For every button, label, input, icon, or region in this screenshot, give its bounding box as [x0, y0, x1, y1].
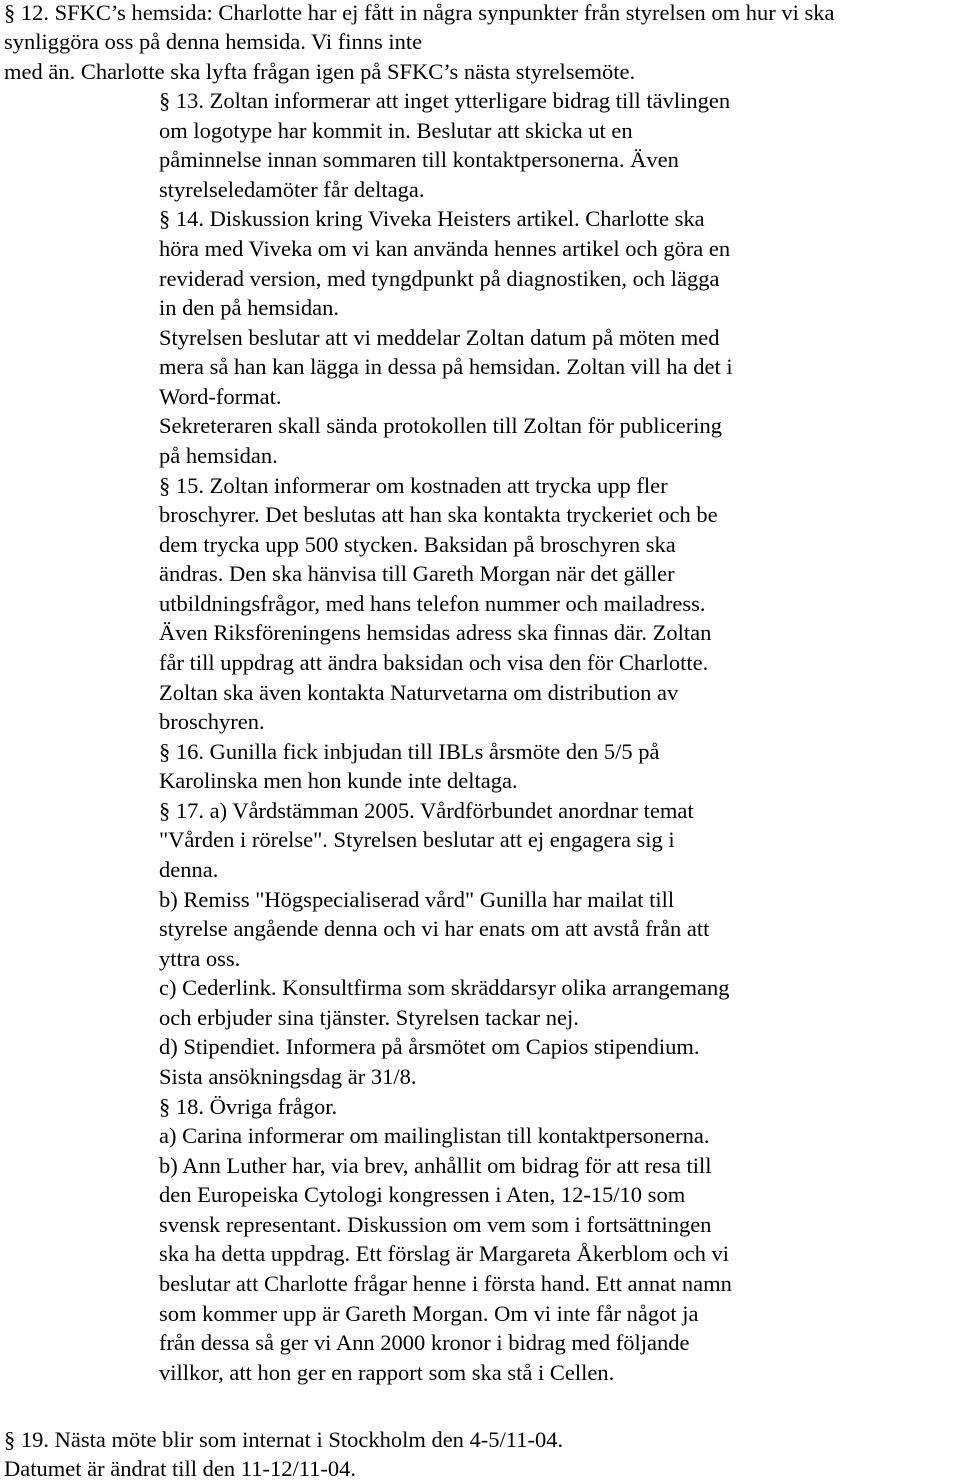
text-line: Karolinska men hon kunde inte deltaga. [159, 768, 518, 793]
text-line: § 16. Gunilla fick inbjudan till IBLs årsmöte den 5/5 på [159, 739, 660, 764]
text-line: från dessa så ger vi Ann 2000 kronor i bidrag med följande [159, 1330, 690, 1355]
text-line: ändras. Den ska hänvisa till Gareth Morgan när det gäller [159, 561, 675, 586]
text-line: beslutar att Charlotte frågar henne i första hand. Ett annat namn [159, 1271, 732, 1296]
text-line: Zoltan ska även kontakta Naturvetarna om distribution av [159, 680, 679, 705]
text-line: broschyrer. Det beslutas att han ska kontakta tryckeriet och be [159, 502, 718, 527]
text-line: svensk representant. Diskussion om vem som i fortsättningen [159, 1212, 712, 1237]
text-line: villkor, att hon ger en rapport som ska stå i Cellen. [159, 1360, 615, 1385]
text-line: § 18. Övriga frågor. [159, 1094, 338, 1119]
text-line: § 14. Diskussion kring Viveka Heisters artikel. Charlotte ska [159, 206, 705, 231]
text-line: Sekreteraren skall sända protokollen till Zoltan för publicering [159, 413, 722, 438]
text-line: in den på hemsidan. [159, 295, 339, 320]
text-line: dem trycka upp 500 stycken. Baksidan på broschyren ska [159, 532, 676, 557]
text-line: broschyren. [159, 709, 265, 734]
text-line: reviderad version, med tyngdpunkt på diagnostiken, och lägga [159, 266, 720, 291]
text-line: styrelseledamöter får deltaga. [159, 177, 425, 202]
text-line: b) Ann Luther har, via brev, anhållit om bidrag för att resa till [159, 1153, 712, 1178]
text-line: om logotype har kommit in. Beslutar att skicka ut en [159, 118, 633, 143]
text-line: Sista ansökningsdag är 31/8. [159, 1064, 417, 1089]
text-line: ska ha detta uppdrag. Ett förslag är Margareta Åkerblom och vi [159, 1241, 730, 1266]
text-line: med än. Charlotte ska lyfta frågan igen på SFKC’s nästa styrelsemöte. [4, 59, 636, 84]
text-line: yttra oss. [159, 946, 241, 971]
text-line: Även Riksföreningens hemsidas adress ska finnas där. Zoltan [159, 620, 712, 645]
text-line: som kommer upp är Gareth Morgan. Om vi inte får något ja [159, 1301, 699, 1326]
text-line: på hemsidan. [159, 443, 278, 468]
text-line: c) Cederlink. Konsultfirma som skräddarsyr olika arrangemang [159, 975, 730, 1000]
text-line: Styrelsen beslutar att vi meddelar Zoltan datum på möten med [159, 325, 720, 350]
text-line: och erbjuder sina tjänster. Styrelsen tackar nej. [159, 1005, 579, 1030]
text-line: § 13. Zoltan informerar att inget ytterligare bidrag till tävlingen [159, 88, 731, 113]
text-line: b) Remiss "Högspecialiserad vård" Gunilla har mailat till [159, 887, 675, 912]
text-line: utbildningsfrågor, med hans telefon nummer och mailadress. [159, 591, 706, 616]
text-line: höra med Viveka om vi kan använda hennes artikel och göra en [159, 236, 731, 261]
text-line: Datumet är ändrat till den 11-12/11-04. [4, 1456, 356, 1481]
text-line: § 12. SFKC’s hemsida: Charlotte har ej fått in några synpunkter från styrelsen om hur vi ska [4, 0, 835, 25]
text-line: den Europeiska Cytologi kongressen i Aten, 12-15/10 som [159, 1182, 686, 1207]
text-line: § 17. a) Vårdstämman 2005. Vårdförbundet anordnar temat [159, 798, 694, 823]
text-line: § 15. Zoltan informerar om kostnaden att trycka upp fler [159, 473, 668, 498]
text-line: d) Stipendiet. Informera på årsmötet om Capios stipendium. [159, 1034, 700, 1059]
text-line: styrelse angående denna och vi har enats om att avstå från att [159, 916, 710, 941]
text-line: Word-format. [159, 384, 282, 409]
text-line: denna. [159, 857, 219, 882]
text-line: får till uppdrag att ändra baksidan och visa den för Charlotte. [159, 650, 709, 675]
text-line: synliggöra oss på denna hemsida. Vi finns inte [4, 29, 423, 54]
text-line: "Vården i rörelse". Styrelsen beslutar att ej engagera sig i [159, 827, 675, 852]
text-line: § 19. Nästa möte blir som internat i Stockholm den 4-5/11-04. [4, 1427, 564, 1452]
text-line: mera så han kan lägga in dessa på hemsidan. Zoltan vill ha det i [159, 354, 733, 379]
text-line: påminnelse innan sommaren till kontaktpersonerna. Även [159, 147, 679, 172]
text-line: a) Carina informerar om mailinglistan till kontaktpersonerna. [159, 1123, 710, 1148]
